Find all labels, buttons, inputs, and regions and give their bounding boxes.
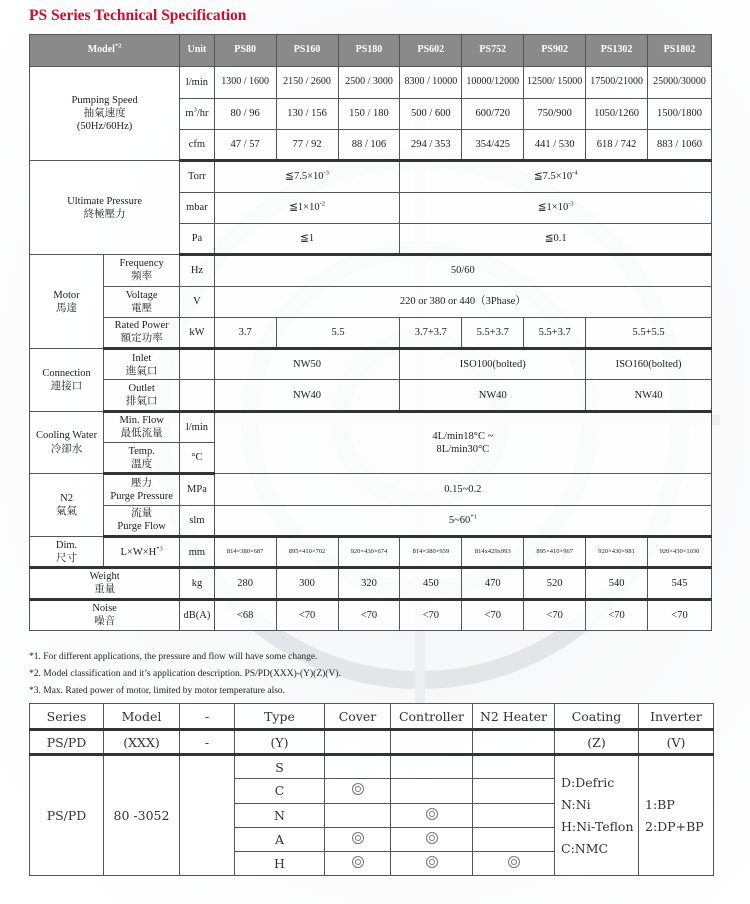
inverter-options: 1:BP 2:DP+BP — [639, 755, 714, 876]
double-circle-icon — [426, 832, 438, 844]
value-cell: NW40 — [586, 380, 712, 411]
sub-label: Frequency 頻率 — [104, 255, 180, 286]
value-cell: 354/425 — [462, 129, 524, 160]
connection-inlet-row — [30, 349, 712, 380]
unit-cell: MPa — [180, 474, 215, 505]
value-cell: 2150 / 2600 — [276, 67, 338, 98]
motor-frequency-row — [30, 255, 712, 286]
value-cell: 0.15~0.2 — [214, 474, 711, 505]
controller-cell — [391, 779, 473, 803]
n2-heater-cell — [473, 755, 555, 779]
value-cell: 814×380×939 — [400, 537, 462, 568]
value-cell: 17500/21000 — [586, 67, 648, 98]
value-cell: $≦1\times 10^{-2}$ — [214, 192, 400, 223]
unit-cell: $m^3/hr$ — [180, 98, 215, 129]
value-cell: 450 — [400, 568, 462, 599]
value-cell: 3.7+3.7 — [400, 317, 462, 348]
ultimate-pressure-label: Ultimate Pressure 終極壓力 — [30, 161, 180, 255]
unit-cell — [180, 349, 215, 380]
value-cell: 300 — [276, 568, 338, 599]
cover-cell — [325, 827, 391, 851]
controller-cell — [391, 755, 473, 779]
page-title: PS Series Technical Specification — [29, 7, 247, 24]
header-cell: Controller — [391, 704, 473, 730]
motor-label: Motor 馬達 — [30, 255, 104, 349]
cover-cell — [325, 803, 391, 827]
double-circle-icon — [352, 832, 364, 844]
value-cell: <70 — [524, 599, 586, 630]
unit-cell: Pa — [180, 223, 215, 254]
header-cell: Coating — [555, 704, 639, 730]
connection-outlet-row — [30, 380, 712, 411]
unit-cell: kW — [180, 317, 215, 348]
sub-label: Outlet 排氣口 — [104, 380, 180, 411]
value-cell: 470 — [462, 568, 524, 599]
value-cell: 25000/30000 — [648, 67, 712, 98]
sub-label: $L\times W\times H^{*3}$ — [104, 537, 180, 568]
value-cell: 10000/12000 — [462, 67, 524, 98]
value-cell: 5.5 — [276, 317, 400, 348]
n2-label: N2 氣氣 — [30, 474, 104, 537]
type-cell: S — [235, 755, 325, 779]
model-cell: 80 -3052 — [104, 755, 180, 876]
unit-cell: l/min — [180, 411, 215, 442]
controller-cell — [391, 827, 473, 851]
value-cell: 1300 / 1600 — [214, 67, 276, 98]
code-cell: PS/PD — [30, 730, 104, 755]
classification-header-row — [30, 704, 714, 730]
footnote: *2. Model classification and it’s application description. PS/PD(XXX)-(Y)(Z)(V). — [29, 669, 341, 679]
value-cell: <70 — [400, 599, 462, 630]
model-ps752: PS752 — [462, 35, 524, 67]
value-cell: 814×380×687 — [214, 537, 276, 568]
unit-cell: slm — [180, 505, 215, 536]
header-cell: Inverter — [639, 704, 714, 730]
unit-cell: mm — [180, 537, 215, 568]
type-cell: N — [235, 803, 325, 827]
dimension-row — [30, 537, 712, 568]
value-cell: 1500/1800 — [648, 98, 712, 129]
unit-cell: kg — [180, 568, 215, 599]
double-circle-icon — [508, 856, 520, 868]
cover-cell — [325, 779, 391, 803]
footnote: *3. Max. Rated power of motor, limited by motor temperature also. — [29, 686, 286, 696]
header-cell: Model — [104, 704, 180, 730]
connection-label: Connection 連接口 — [30, 349, 104, 412]
weight-row — [30, 568, 712, 599]
unit-cell — [180, 380, 215, 411]
n2-heater-cell — [473, 803, 555, 827]
value-cell: 88 / 106 — [338, 129, 400, 160]
value-cell: 280 — [214, 568, 276, 599]
n2-heater-cell — [473, 779, 555, 803]
model-ps1302: PS1302 — [586, 35, 648, 67]
value-cell: 545 — [648, 568, 712, 599]
model-ps1802: PS1802 — [648, 35, 712, 67]
cover-cell — [325, 851, 391, 875]
value-cell: ≦1 — [214, 223, 400, 254]
value-cell: 3.7 — [214, 317, 276, 348]
cooling-flow-row — [30, 411, 712, 442]
value-cell: NW40 — [214, 380, 400, 411]
pumping-lmin-row — [30, 67, 712, 98]
dim-label: Dim. 尺寸 — [30, 537, 104, 568]
weight-label: Weight 重量 — [30, 568, 180, 599]
sub-label: Min. Flow 最低流量 — [104, 411, 180, 442]
code-cell: (V) — [639, 730, 714, 755]
type-cell: H — [235, 851, 325, 875]
model-header: Model$^{*2}$ — [30, 35, 180, 67]
value-cell: <68 — [214, 599, 276, 630]
value-cell: 5.5+3.7 — [524, 317, 586, 348]
model-ps602: PS602 — [400, 35, 462, 67]
type-row-s — [30, 755, 714, 779]
value-cell: 600/720 — [462, 98, 524, 129]
value-cell: 12500/ 15000 — [524, 67, 586, 98]
value-cell: <70 — [586, 599, 648, 630]
motor-voltage-row — [30, 286, 712, 317]
value-cell: <70 — [338, 599, 400, 630]
model-ps160: PS160 — [276, 35, 338, 67]
value-cell: 130 / 156 — [276, 98, 338, 129]
code-cell — [391, 730, 473, 755]
value-cell: ISO160(bolted) — [586, 349, 712, 380]
value-cell: 8300 / 10000 — [400, 67, 462, 98]
header-cell: Cover — [325, 704, 391, 730]
value-cell: 47 / 57 — [214, 129, 276, 160]
unit-cell: l/min — [180, 67, 215, 98]
classification-table — [29, 703, 714, 876]
sub-label: Inlet 進氣口 — [104, 349, 180, 380]
noise-label: Noise 噪音 — [30, 599, 180, 630]
code-cell — [473, 730, 555, 755]
double-circle-icon — [352, 783, 364, 795]
series-cell: PS/PD — [30, 755, 104, 876]
coating-options: D:Defric N:Ni H:Ni-Teflon C:NMC — [555, 755, 639, 876]
value-cell: 2500 / 3000 — [338, 67, 400, 98]
unit-cell: V — [180, 286, 215, 317]
controller-cell — [391, 803, 473, 827]
unit-cell: Hz — [180, 255, 215, 286]
sub-label: 流量 Purge Flow — [104, 505, 180, 536]
value-cell: <70 — [276, 599, 338, 630]
model-ps180: PS180 — [338, 35, 400, 67]
noise-row — [30, 599, 712, 630]
footnotes — [29, 649, 341, 700]
header-cell: Type — [235, 704, 325, 730]
value-cell: 77 / 92 — [276, 129, 338, 160]
value-cell: 520 — [524, 568, 586, 599]
value-cell: ISO100(bolted) — [400, 349, 586, 380]
value-cell: 920×430×674 — [338, 537, 400, 568]
value-cell: 441 / 530 — [524, 129, 586, 160]
sub-label: Rated Power 額定功率 — [104, 317, 180, 348]
cover-cell — [325, 755, 391, 779]
value-cell: 5.5+3.7 — [462, 317, 524, 348]
type-cell: A — [235, 827, 325, 851]
model-ps80: PS80 — [214, 35, 276, 67]
motor-power-row — [30, 317, 712, 348]
model-ps902: PS902 — [524, 35, 586, 67]
value-cell: 540 — [586, 568, 648, 599]
value-cell: <70 — [462, 599, 524, 630]
value-cell: <70 — [648, 599, 712, 630]
unit-cell: dB(A) — [180, 599, 215, 630]
value-cell: 4L/min18°C ~ 8L/min30°C — [214, 411, 711, 474]
value-cell: 814x429x993 — [462, 537, 524, 568]
n2-heater-cell — [473, 827, 555, 851]
value-cell: $≦7.5\times 10^{-4}$ — [400, 161, 712, 192]
value-cell: 80 / 96 — [214, 98, 276, 129]
value-cell: 920×430×1030 — [648, 537, 712, 568]
unit-cell: mbar — [180, 192, 215, 223]
n2-flow-row — [30, 505, 712, 536]
unit-cell: °C — [180, 443, 215, 474]
value-cell: 895×410×702 — [276, 537, 338, 568]
value-cell: 294 / 353 — [400, 129, 462, 160]
header-cell: N2 Heater — [473, 704, 555, 730]
controller-cell — [391, 851, 473, 875]
sub-label: Temp. 溫度 — [104, 443, 180, 474]
value-cell: 50/60 — [214, 255, 711, 286]
unit-header: Unit — [180, 35, 215, 67]
value-cell: 320 — [338, 568, 400, 599]
double-circle-icon — [426, 856, 438, 868]
cooling-water-label: Cooling Water 冷卻水 — [30, 411, 104, 474]
header-cell: - — [180, 704, 235, 730]
value-cell: $≦1\times 10^{-3}$ — [400, 192, 712, 223]
value-cell: $≦7.5\times 10^{-3}$ — [214, 161, 400, 192]
value-cell: 150 / 180 — [338, 98, 400, 129]
value-cell: 895×410×967 — [524, 537, 586, 568]
spec-table — [29, 34, 712, 631]
value-cell: NW40 — [400, 380, 586, 411]
pressure-torr-row — [30, 161, 712, 192]
sub-label: Voltage 電壓 — [104, 286, 180, 317]
value-cell: NW50 — [214, 349, 400, 380]
n2-heater-cell — [473, 851, 555, 875]
value-cell: 220 or 380 or 440（3Phase） — [214, 286, 711, 317]
unit-cell: cfm — [180, 129, 215, 160]
double-circle-icon — [426, 808, 438, 820]
code-cell: (XXX) — [104, 730, 180, 755]
dash-cell — [180, 755, 235, 876]
unit-cell: Torr — [180, 161, 215, 192]
code-cell: - — [180, 730, 235, 755]
value-cell: 5~60$^{*1}$ — [214, 505, 711, 536]
value-cell: 920×430×981 — [586, 537, 648, 568]
value-cell: 883 / 1060 — [648, 129, 712, 160]
value-cell: 618 / 742 — [586, 129, 648, 160]
value-cell: 500 / 600 — [400, 98, 462, 129]
code-cell: (Y) — [235, 730, 325, 755]
classification-code-row — [30, 730, 714, 755]
header-cell: Series — [30, 704, 104, 730]
type-cell: C — [235, 779, 325, 803]
double-circle-icon — [352, 856, 364, 868]
footnote: *1. For different applications, the pressure and flow will have some change. — [29, 652, 318, 662]
value-cell: 750/900 — [524, 98, 586, 129]
sub-label: 壓力 Purge Pressure — [104, 474, 180, 505]
pumping-speed-label: Pumping Speed 抽氣速度 (50Hz/60Hz) — [30, 67, 180, 161]
n2-pressure-row — [30, 474, 712, 505]
value-cell: ≦0.1 — [400, 223, 712, 254]
value-cell: 1050/1260 — [586, 98, 648, 129]
header-row — [30, 35, 712, 67]
code-cell — [325, 730, 391, 755]
value-cell: 5.5+5.5 — [586, 317, 712, 348]
code-cell: (Z) — [555, 730, 639, 755]
